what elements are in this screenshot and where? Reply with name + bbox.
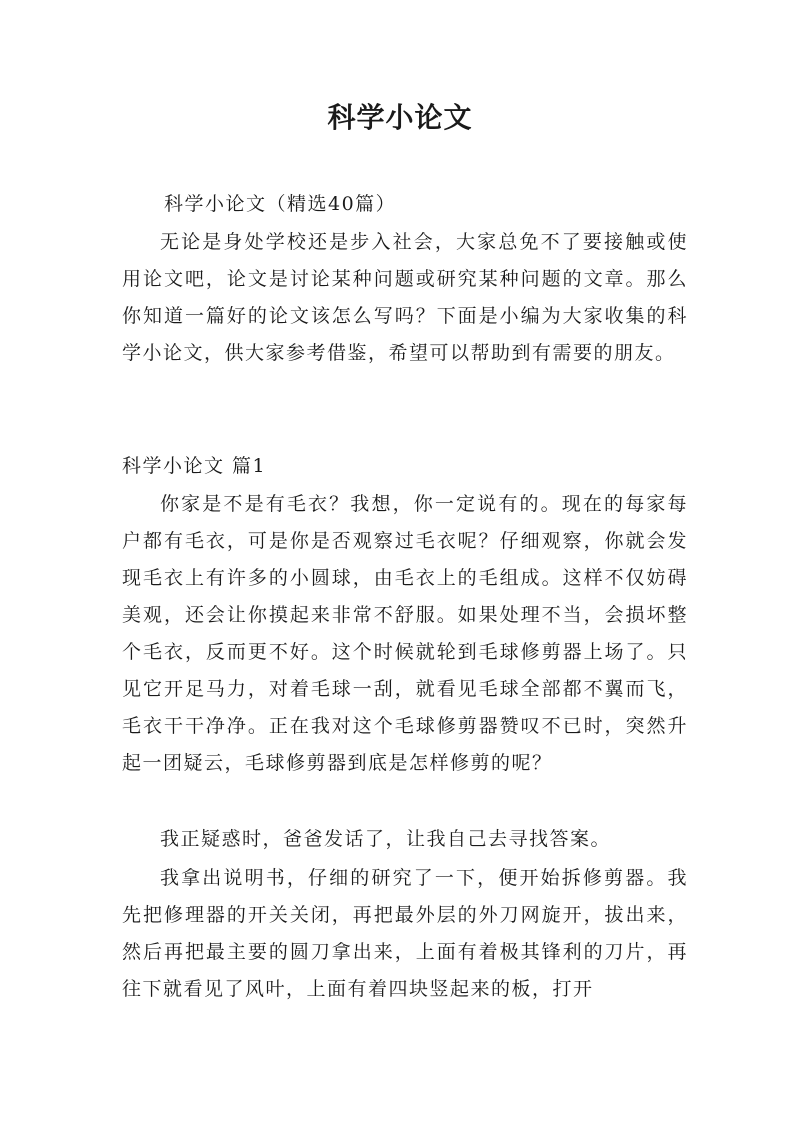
body-paragraph: 你家是不是有毛衣？我想，你一定说有的。现在的每家每户都有毛衣，可是你是否观察过毛衣呢？仔细观察，你就会发现毛衣上有许多的小圆球，由毛衣上的毛组成。这样不仅妨碍美观，还会让你摸起来非常不舒服。如果处理不当，会损坏整个毛衣，反而更不好。这个时候就轮到毛球修剪器上场了。只见它开足马力，对着毛球一刮，就看见毛球全部都不翼而飞，毛衣干干净净。正在我对这个毛球修剪器赞叹不已时，突然升起一团疑云，毛球修剪器到底是怎样修剪的呢？ bbox=[122, 493, 688, 774]
body-paragraph: 我正疑惑时，爸爸发话了，让我自己去寻找答案。 bbox=[160, 828, 612, 850]
intro-paragraph: 无论是身处学校还是步入社会，大家总免不了要接触或使用论文吧，论文是讨论某种问题或研究某种问题的文章。那么你知道一篇好的论文该怎么写吗？下面是小编为大家收集的科学小论文，供大家参考借鉴，希望可以帮助到有需要的朋友。 bbox=[122, 231, 688, 364]
document-subtitle: 科学小论文（精选40篇） bbox=[164, 193, 397, 215]
body-paragraph: 我拿出说明书，仔细的研究了一下，便开始拆修剪器。我先把修理器的开关关闭，再把最外层的外刀网旋开，拔出来，然后再把最主要的圆刀拿出来，上面有着极其锋利的刀片，再往下就看见了风叶，上面有着四块竖起来的板，打开 bbox=[122, 867, 688, 1000]
document-title: 科学小论文 bbox=[327, 101, 473, 134]
section-heading: 科学小论文 篇1 bbox=[122, 455, 267, 477]
